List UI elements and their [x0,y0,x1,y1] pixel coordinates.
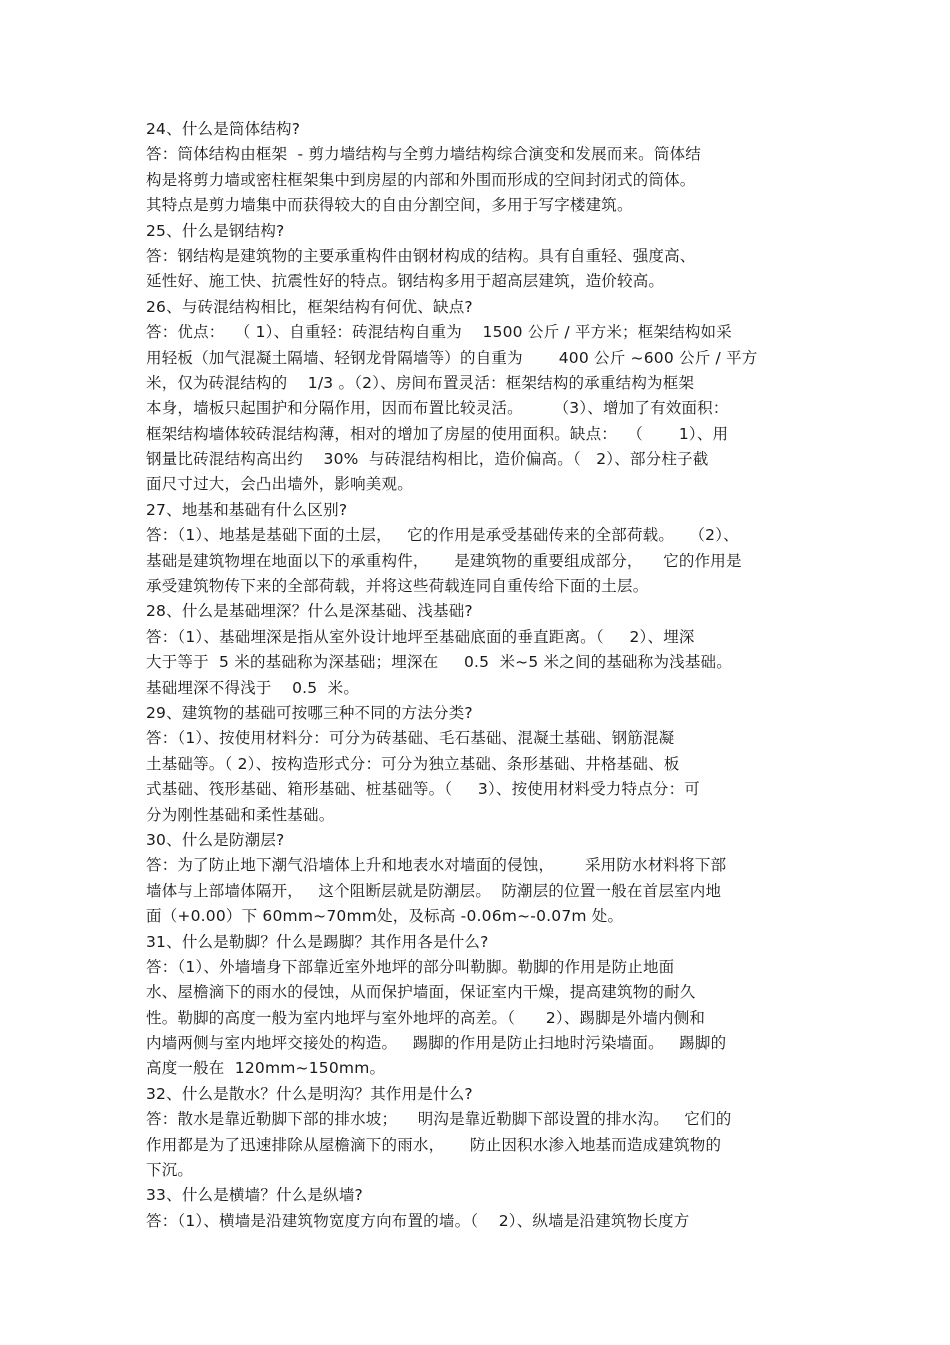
text-line: 墙体与上部墙体隔开， 这个阻断层就是防潮层。 防潮层的位置一般在首层室内地 [146,881,722,900]
text-line: 大于等于 5 米的基础称为深基础；埋深在 0.5 米~5 米之间的基础称为浅基础。 [146,653,732,672]
text-line: 构是将剪力墙或密柱框架集中到房屋的内部和外围而形成的空间封闭式的筒体。 [146,170,696,189]
text-line: 答：（1）、外墙墙身下部靠近室外地坪的部分叫勒脚。勒脚的作用是防止地面 [146,957,675,976]
text-line: 32、什么是散水？什么是明沟？其作用是什么? [146,1084,473,1103]
text-line: 延性好、施工快、抗震性好的特点。钢结构多用于超高层建筑，造价较高。 [146,272,665,291]
text-line: 面（+0.00）下 60mm~70mm处，及标高 -0.06m~-0.07m 处。 [146,907,624,926]
text-line: 28、什么是基础埋深？什么是深基础、浅基础? [146,602,473,621]
text-line: 答：散水是靠近勒脚下部的排水坡； 明沟是靠近勒脚下部设置的排水沟。 它们的 [146,1110,732,1129]
text-line: 答：（1）、横墙是沿建筑物宽度方向布置的墙。（ 2）、纵墙是沿建筑物长度方 [146,1211,690,1230]
text-line: 答：（1）、地基是基础下面的土层， 它的作用是承受基础传来的全部荷载。 （2）、 [146,526,739,545]
text-line: 答：（1）、按使用材料分：可分为砖基础、毛石基础、混凝土基础、钢筋混凝 [146,729,675,748]
text-line: 性。勒脚的高度一般为室内地坪与室外地坪的高差。（ 2）、踢脚是外墙内侧和 [146,1008,706,1027]
text-line: 基础是建筑物埋在地面以下的承重构件， 是建筑物的重要组成部分， 它的作用是 [146,551,742,570]
text-line: 答：（1）、基础埋深是指从室外设计地坪至基础底面的垂直距离。（ 2）、埋深 [146,627,695,646]
text-line: 框架结构墙体较砖混结构薄，相对的增加了房屋的使用面积。缺点： （ 1）、用 [146,424,729,443]
text-line: 作用都是为了迅速排除从屋檐滴下的雨水， 防止因积水渗入地基而造成建筑物的 [146,1135,722,1154]
text-line: 答：优点： （ 1）、自重轻：砖混结构自重为 1500 公斤 / 平方米；框架结构如采 [146,323,732,342]
text-line: 29、建筑物的基础可按哪三种不同的方法分类? [146,703,473,722]
text-line: 答：为了防止地下潮气沿墙体上升和地表水对墙面的侵蚀， 采用防水材料将下部 [146,856,727,875]
text-line: 33、什么是横墙？什么是纵墙? [146,1186,363,1205]
text-line: 27、地基和基础有什么区别? [146,500,348,519]
text-line: 30、什么是防潮层? [146,830,285,849]
text-line: 用轻板（加气混凝土隔墙、轻钢龙骨隔墙等）的自重为 400 公斤 ~600 公斤 / 平方 [146,348,758,367]
document-body [146,117,811,1234]
text-line: 答：钢结构是建筑物的主要承重构件由钢材构成的结构。具有自重轻、强度高、 [146,246,696,265]
text-line: 分为刚性基础和柔性基础。 [146,805,335,824]
text-line: 面尺寸过大，会凸出墙外，影响美观。 [146,475,413,494]
text-line: 内墙两侧与室内地坪交接处的构造。 踢脚的作用是防止扫地时污染墙面。 踢脚的 [146,1034,727,1053]
text-line: 基础埋深不得浅于 0.5 米。 [146,678,360,697]
text-line: 水、屋檐滴下的雨水的侵蚀，从而保护墙面，保证室内干燥，提高建筑物的耐久 [146,983,696,1002]
text-line: 米，仅为砖混结构的 1/3 。（2）、房间布置灵活：框架结构的承重结构为框架 [146,373,695,392]
text-line: 土基础等。（ 2）、按构造形式分：可分为独立基础、条形基础、井格基础、板 [146,754,680,773]
text-line: 25、什么是钢结构? [146,221,285,240]
text-line: 承受建筑物传下来的全部荷载，并将这些荷载连同自重传给下面的土层。 [146,577,649,596]
text-line: 24、什么是筒体结构? [146,120,301,138]
text-line: 本身，墙板只起围护和分隔作用，因而布置比较灵活。 （3）、增加了有效面积： [146,399,729,418]
text-line: 26、与砖混结构相比，框架结构有何优、缺点? [146,297,473,316]
text-line: 式基础、筏形基础、箱形基础、桩基础等。（ 3）、按使用材料受力特点分：可 [146,780,700,799]
text-line: 钢量比砖混结构高出约 30% 与砖混结构相比，造价偏高。（ 2）、部分柱子截 [146,450,709,469]
text-line: 下沉。 [146,1161,194,1180]
text-line: 31、什么是勒脚？什么是踢脚？其作用各是什么? [146,932,489,951]
text-line: 高度一般在 120mm~150mm。 [146,1059,386,1078]
text-line: 答：筒体结构由框架 - 剪力墙结构与全剪力墙结构综合演变和发展而来。筒体结 [146,145,701,164]
text-line: 其特点是剪力墙集中而获得较大的自由分割空间，多用于写字楼建筑。 [146,196,633,215]
